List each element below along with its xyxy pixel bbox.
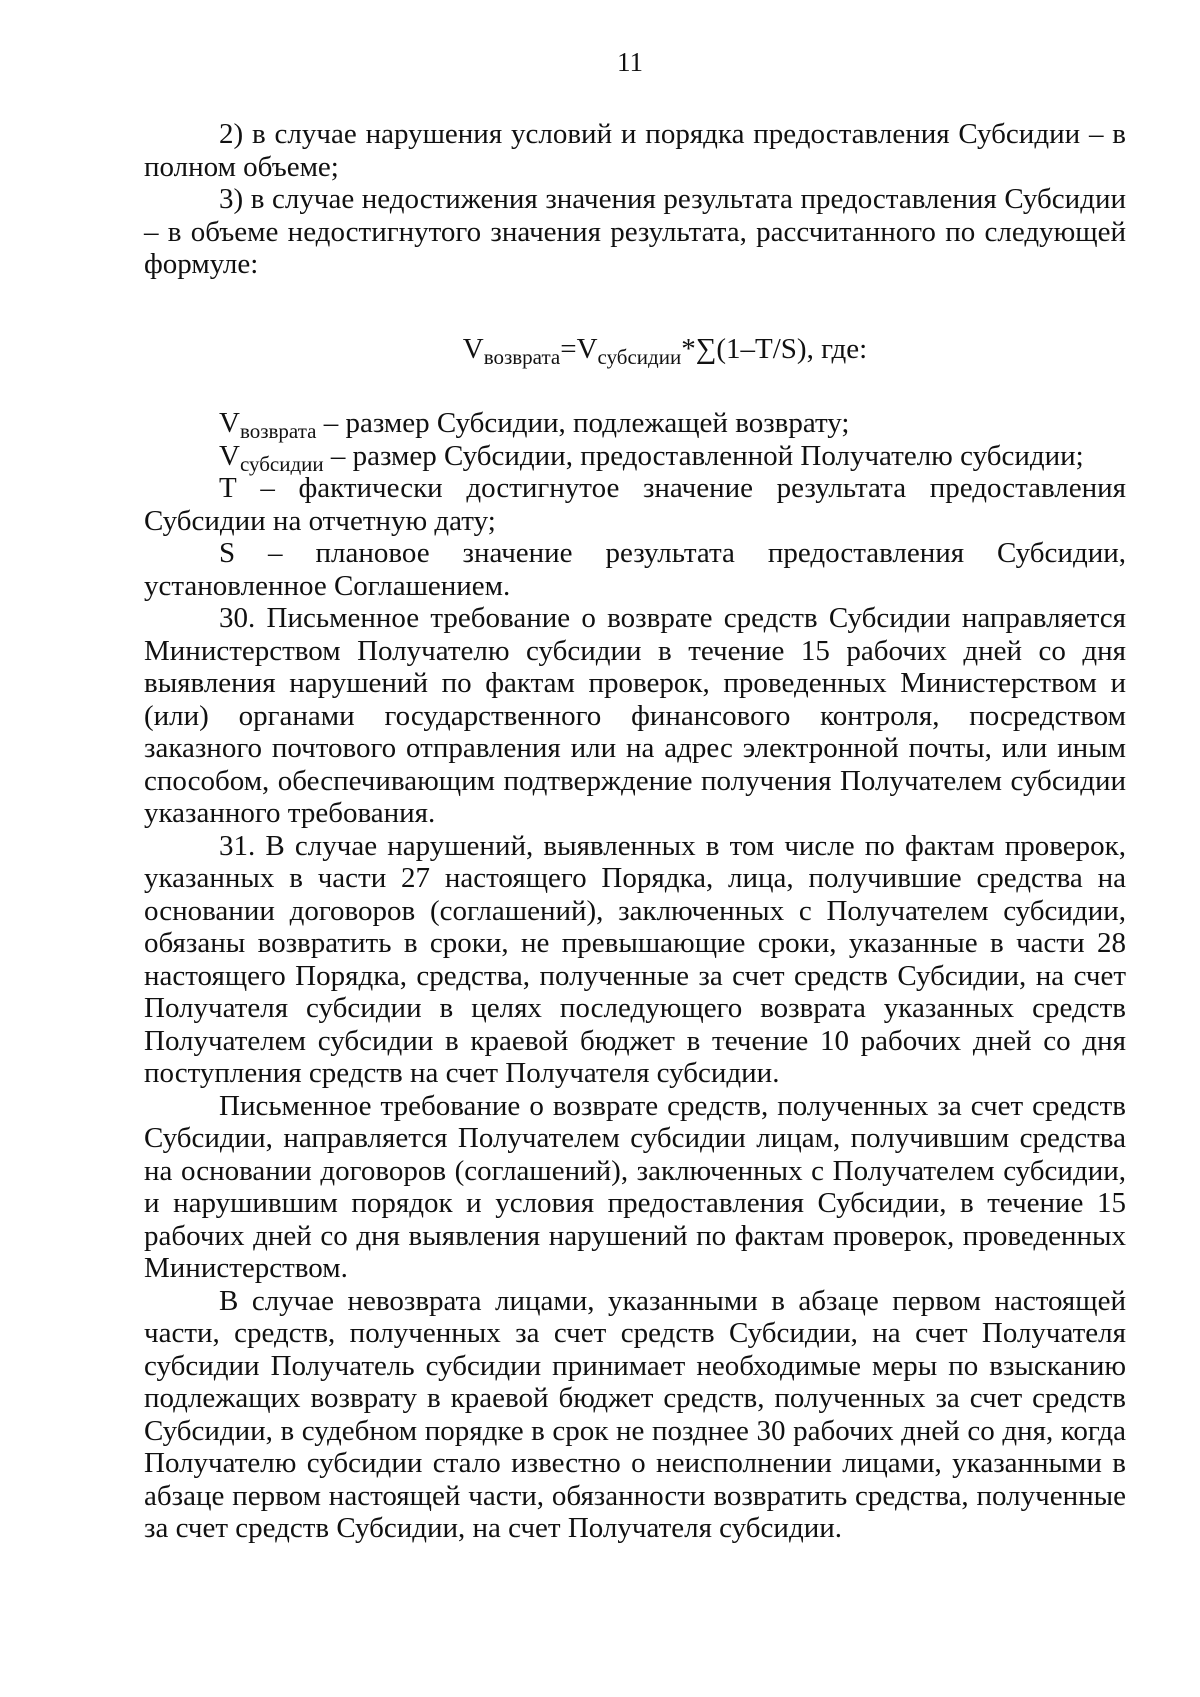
document-body [144, 118, 1126, 1545]
formula-equals: = [560, 332, 577, 365]
clause-30: 30. Письменное требование о возврате средств Субсидии направляется Министерством Получателю субсидии в течение 15 рабочих дней со дня выявления нарушений по фактам проверок, проведенных Министерством и (или) органами государственного финансового контроля, посредством заказного почтового отправления или на адрес электронной почты, или иным способом, обеспечивающим подтверждение получения Получателем субсидии указанного требования. [144, 602, 1126, 829]
definition-v-return [144, 407, 1126, 443]
definition-t: Т – фактически достигнутое значение результата предоставления Субсидии на отчетную дату; [144, 472, 1126, 537]
formula-rest: *∑(1–T/S), где: [681, 332, 868, 365]
clause-31-paragraph-3: В случае невозврата лицами, указанными в абзаце первом настоящей части, средств, полученных за счет средств Субсидии, на счет Получателя субсидии Получатель субсидии принимает необходимые меры по взысканию подлежащих возврату в краевой бюджет средств, полученных за счет средств Субсидии, в судебном порядке в срок не позднее 30 рабочих дней со дня, когда Получателю субсидии стало известно о неисполнении лицами, указанными в абзаце первом настоящей части, обязанности возвратить средства, полученные за счет средств Субсидии, на счет Получателя субсидии. [144, 1284, 1126, 1544]
clause-31: 31. В случае нарушений, выявленных в том числе по фактам проверок, указанных в части 27 настоящего Порядка, лица, получившие средства на основании договоров (соглашений), заключенных с Получателем субсидии, обязаны возвратить в сроки, не превышающие сроки, указанные в части 28 настоящего Порядка, средства, полученные за счет средств Субсидии, на счет Получателя субсидии в целях последующего возврата указанных средств Получателем субсидии в краевой бюджет в течение 10 рабочих дней со дня поступления средств на счет Получателя субсидии. [144, 829, 1126, 1089]
definition-symbol: V [219, 407, 240, 439]
definition-s: S – плановое значение результата предоставления Субсидии, установленное Соглашением. [144, 537, 1126, 602]
formula-sub-return: возврата [483, 344, 561, 369]
definition-symbol: V [219, 439, 240, 472]
page-number: 11 [617, 47, 643, 77]
formula-v-subsidy: V [576, 332, 598, 365]
definition-text: – размер Субсидии, предоставленной Получателю субсидии; [323, 439, 1084, 472]
formula-v-return: V [462, 332, 484, 365]
paragraph-item-3: 3) в случае недостижения значения результата предоставления Субсидии – в объеме недостигнутого значения результата, рассчитанного по следующей формуле: [144, 183, 1126, 280]
definition-text: – размер Субсидии, подлежащей возврату; [316, 407, 850, 439]
refund-formula [144, 332, 1126, 369]
definition-subscript: субсидии [239, 451, 324, 476]
clause-31-paragraph-2: Письменное требование о возврате средств, полученных за счет средств Субсидии, направляется Получателем субсидии лицам, получившим средства на основании договоров (соглашений), заключенных с Получателем субсидии, и нарушившим порядок и условия предоставления Субсидии, в течение 15 рабочих дней со дня выявления нарушений по фактам проверок, проведенных Министерством. [144, 1089, 1126, 1284]
paragraph-item-2: 2) в случае нарушения условий и порядка предоставления Субсидии – в полном объеме; [144, 118, 1126, 183]
definition-v-subsidy [144, 439, 1126, 476]
formula-sub-subsidy: субсидии [597, 344, 682, 369]
definition-subscript: возврата [239, 419, 317, 443]
